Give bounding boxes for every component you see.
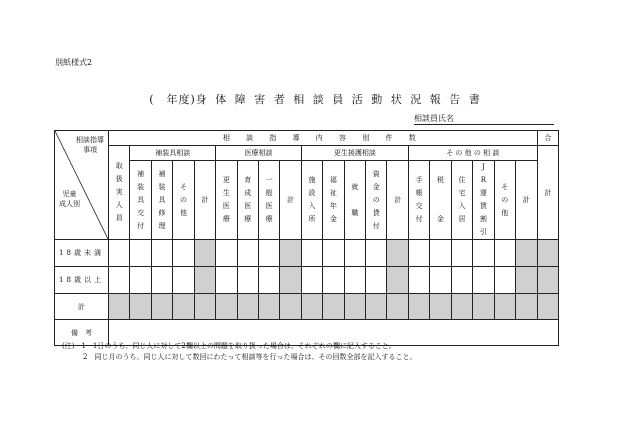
corner-bottom-label: 児童 成人別	[59, 190, 80, 208]
data-cell[interactable]	[130, 267, 151, 294]
page-title: ( 年度)身 体 障 害 者 相 談 員 活 動 状 況 報 告 書	[149, 93, 481, 106]
corner-header-cell	[55, 131, 109, 240]
footnotes	[62, 341, 416, 363]
data-cell[interactable]	[258, 267, 279, 294]
counselor-name-label: 相談員氏名	[414, 114, 454, 123]
subtotal-cell	[280, 294, 301, 320]
data-cell[interactable]	[323, 267, 344, 294]
data-cell[interactable]	[301, 240, 322, 267]
data-cell[interactable]	[494, 267, 515, 294]
data-cell[interactable]	[430, 240, 451, 267]
data-cell[interactable]	[451, 240, 472, 267]
subtotal-cell	[516, 240, 538, 267]
col-grand-total: 計	[537, 146, 558, 240]
data-cell[interactable]	[173, 240, 194, 267]
footnote-1: (注) 1 1日のうち、同じ人に対して2欄以上の問題を取り扱った場合は、それぞれの欄に記入すること。	[62, 342, 396, 350]
data-cell[interactable]	[344, 240, 365, 267]
col-kousei-iryou: 更 生 医 療	[216, 161, 237, 240]
col-techou: 手 帳 交 付	[408, 161, 429, 240]
header-grand-total: 合	[537, 131, 558, 146]
data-cell[interactable]	[216, 240, 237, 267]
group-hosougu: 補装具相談	[130, 146, 216, 161]
subtotal-cell	[387, 294, 408, 320]
row-label-remarks: 備 考	[55, 320, 109, 346]
subtotal-cell	[194, 240, 215, 267]
data-cell[interactable]	[237, 267, 258, 294]
data-cell[interactable]	[430, 267, 451, 294]
subtotal-cell	[537, 267, 558, 294]
col-zeikin: 税 金	[430, 161, 451, 240]
col-sonota-total: 計	[516, 161, 538, 240]
subtotal-cell	[366, 294, 387, 320]
subtotal-cell	[237, 294, 258, 320]
data-cell[interactable]	[258, 240, 279, 267]
footnote-2: 2 同じ月のうち、同じ人に対して数回にわたって相談等を行った場合は、その回数全部を記入すること。	[62, 353, 417, 361]
report-table	[54, 130, 559, 346]
data-cell[interactable]	[151, 267, 172, 294]
subtotal-cell	[130, 294, 151, 320]
counselor-name-field[interactable]	[414, 113, 554, 125]
subtotal-cell	[473, 294, 494, 320]
data-cell[interactable]	[130, 240, 151, 267]
col-hosougu-total: 計	[194, 161, 215, 240]
data-cell[interactable]	[109, 240, 130, 267]
subtotal-cell	[194, 267, 215, 294]
subtotal-cell	[537, 294, 558, 320]
subtotal-cell	[194, 294, 215, 320]
subtotal-cell	[387, 240, 408, 267]
subtotal-cell	[408, 294, 429, 320]
row-label-total: 計	[55, 294, 109, 320]
table-row	[55, 240, 559, 267]
row-label-over18: 18歳以上	[55, 267, 109, 294]
col-shuushoku: 就 職	[344, 161, 365, 240]
col-iryou-total: 計	[280, 161, 301, 240]
subtotal-cell	[280, 267, 301, 294]
data-cell[interactable]	[473, 240, 494, 267]
group-kousei: 更生援護相談	[301, 146, 408, 161]
data-cell[interactable]	[344, 267, 365, 294]
subtotal-cell	[258, 294, 279, 320]
table-row	[55, 267, 559, 294]
subtotal-cell	[323, 294, 344, 320]
col-shikin: 資 金 の 貸 付	[366, 161, 387, 240]
subtotal-cell	[451, 294, 472, 320]
group-sonota: そ の 他 の 相 談	[408, 146, 537, 161]
col-kousei-total: 計	[387, 161, 408, 240]
data-cell[interactable]	[451, 267, 472, 294]
col-juutaku: 住 宅 入 居	[451, 161, 472, 240]
data-cell[interactable]	[408, 240, 429, 267]
data-cell[interactable]	[173, 267, 194, 294]
subtotal-cell	[516, 267, 538, 294]
col-ikusei-iryou: 育 成 医 療	[237, 161, 258, 240]
subtotal-cell	[537, 240, 558, 267]
col-toriatsukai: 取 扱 実 人 員	[109, 146, 130, 240]
corner-top-label: 相談指導 事項	[76, 136, 104, 154]
col-hosougu-other: そ の 他	[173, 161, 194, 240]
data-cell[interactable]	[109, 267, 130, 294]
subtotal-cell	[344, 294, 365, 320]
col-shisetsu: 施 設 入 所	[301, 161, 322, 240]
header-main: 相 談 指 導 内 容 別 件 数	[109, 131, 538, 146]
col-sonota-other: そ の 他	[494, 161, 515, 240]
data-cell[interactable]	[301, 267, 322, 294]
data-cell[interactable]	[366, 240, 387, 267]
col-kofu: 補 装 具 交 付	[130, 161, 151, 240]
data-cell[interactable]	[216, 267, 237, 294]
data-cell[interactable]	[151, 240, 172, 267]
col-fukushi-nenkin: 福 祉 年 金	[323, 161, 344, 240]
data-cell[interactable]	[494, 240, 515, 267]
form-id: 別紙様式2	[55, 58, 93, 67]
col-shuri: 補 装 具 修 理	[151, 161, 172, 240]
subtotal-cell	[109, 294, 130, 320]
subtotal-cell	[151, 294, 172, 320]
subtotal-cell	[216, 294, 237, 320]
subtotal-cell	[173, 294, 194, 320]
data-cell[interactable]	[323, 240, 344, 267]
data-cell[interactable]	[408, 267, 429, 294]
subtotal-cell	[516, 294, 538, 320]
row-label-under18: 18歳未満	[55, 240, 109, 267]
subtotal-cell	[301, 294, 322, 320]
col-jr: J R 運 賃 割 引	[473, 161, 494, 240]
data-cell[interactable]	[237, 240, 258, 267]
table-row	[55, 294, 559, 320]
group-iryou: 医療相談	[216, 146, 302, 161]
subtotal-cell	[494, 294, 515, 320]
subtotal-cell	[280, 240, 301, 267]
subtotal-cell	[387, 267, 408, 294]
subtotal-cell	[430, 294, 451, 320]
data-cell[interactable]	[473, 267, 494, 294]
col-ippan-iryou: 一 般 医 療	[258, 161, 279, 240]
data-cell[interactable]	[366, 267, 387, 294]
